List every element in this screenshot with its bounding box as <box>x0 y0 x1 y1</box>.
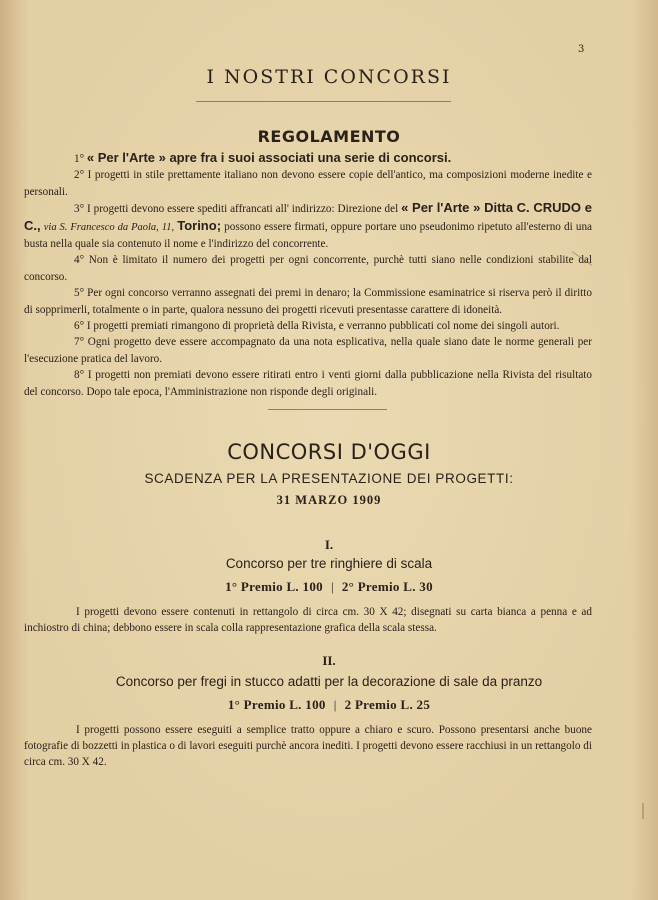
contest-1-title: Concorso per tre ringhiere di scala <box>225 556 433 571</box>
rule-number: 6° <box>74 320 85 333</box>
rule-number: 1° <box>74 153 85 165</box>
rule-text: I progetti premiati rimangono di proprietà della Rivista, e verranno pubblicati col nome dei singoli autori. <box>84 320 560 333</box>
contest-2-prize-2: 2 Premio L. 25 <box>344 697 431 712</box>
contest-1-prize-2: 2° Premio L. 30 <box>341 579 433 594</box>
rule-text: « Per l'Arte » apre fra i suoi associati una serie di concorsi. <box>86 150 452 165</box>
rule-text: Ogni progetto deve essere accompagnato da una nota esplicativa, nella quale siano date le norme generali per l'esecuzione pratica del lavoro. <box>24 336 592 365</box>
rule-text: Non è limitato il numero dei progetti per ogni concorrente, purchè tutti siano nelle condizioni stabilite dal concorso. <box>24 254 592 283</box>
prize-separator: | <box>330 579 334 594</box>
page-title: I NOSTRI CONCORSI <box>206 66 452 88</box>
deadline-date: 31 MARZO 1909 <box>276 493 382 507</box>
rule-number: 3° <box>74 203 85 216</box>
rule-1 <box>24 150 592 167</box>
rule-text: I progetti in stile prettamente italiano non devono essere copie dell'antico, ma composizioni moderne inedite e personali. <box>24 169 592 198</box>
concorsi-heading: CONCORSI D'OGGI <box>227 440 431 464</box>
contest-1-number: I. <box>324 537 334 552</box>
rule-5 <box>24 285 592 318</box>
rule-text: Per ogni concorso verranno assegnati dei premi in denaro; la Commissione esaminatrice si riserva però il diritto di sopprimerli, totalmente o in parte, qualora nessuno dei progetti ricevuti presentasse carattere di idoneità. <box>24 287 592 316</box>
rule-number: 8° <box>74 369 85 382</box>
rule-text: I progetti non premiati devono essere ritirati entro i venti giorni dalla pubblicazione nella Rivista del risultato del concorso. Dopo tale epoca, l'Amministrazione non risponde degli originali. <box>24 369 592 398</box>
contest-1-prize-1: 1° Premio L. 100 <box>225 579 323 594</box>
contest-1-text: I progetti devono essere contenuti in rettangolo di circa cm. 30 X 42; disegnati su carta bianca a penna e ad inchiostro di china; debbono essere in scala colla rappresentazione grafica della scala stessa. <box>24 606 592 635</box>
rule-4 <box>24 252 592 285</box>
title-underline <box>196 101 451 102</box>
section-divider <box>268 409 387 410</box>
print-mark <box>642 803 644 819</box>
rule-number: 2° <box>74 169 85 182</box>
regolamento-rules <box>24 150 592 400</box>
contest-2-number: II. <box>322 653 336 668</box>
rule-text: via S. Francesco da Paola, 11, <box>43 221 175 233</box>
rule-text: I progetti devono essere spediti affrancati all' indirizzo: Direzione del <box>84 203 402 216</box>
contest-1-prizes <box>0 579 658 595</box>
rule-number: 5° <box>74 287 85 300</box>
deadline-label: SCADENZA PER LA PRESENTAZIONE DEI PROGETTI: <box>144 471 514 486</box>
rule-3 <box>24 200 592 252</box>
rule-text: possono essere firmati, oppure portare uno pseudonimo ripetuto all'esterno di una busta nella quale sia contenuto il nome e l'indirizzo del concorrente. <box>24 220 593 251</box>
rule-text: Torino; <box>177 217 222 233</box>
prize-separator: | <box>333 697 337 712</box>
contest-2-prize-1: 1° Premio L. 100 <box>227 697 326 712</box>
contest-2-text: I progetti possono essere eseguiti a semplice tratto oppure a chiaro e scuro. Possono presentarsi anche buone fotografie di bozzetti in plastica o di lavori eseguiti purchè ancora inediti. I progetti devono essere racchiusi in un rettangolo di circa cm. 30 X 42. <box>24 724 592 769</box>
rule-text: « Per l'Arte » Ditta C. CRUDO e C., <box>24 200 592 233</box>
rule-8 <box>24 367 592 400</box>
rule-7 <box>24 334 592 367</box>
rule-number: 7° <box>74 336 85 349</box>
regolamento-heading: REGOLAMENTO <box>257 127 401 146</box>
rule-2 <box>24 167 592 200</box>
rule-number: 4° <box>74 254 85 267</box>
rule-6 <box>24 318 592 334</box>
page-number: 3 <box>578 44 585 55</box>
contest-2-prizes <box>0 697 658 713</box>
contest-2-title: Concorso per fregi in stucco adatti per la decorazione di sale da pranzo <box>115 674 543 689</box>
